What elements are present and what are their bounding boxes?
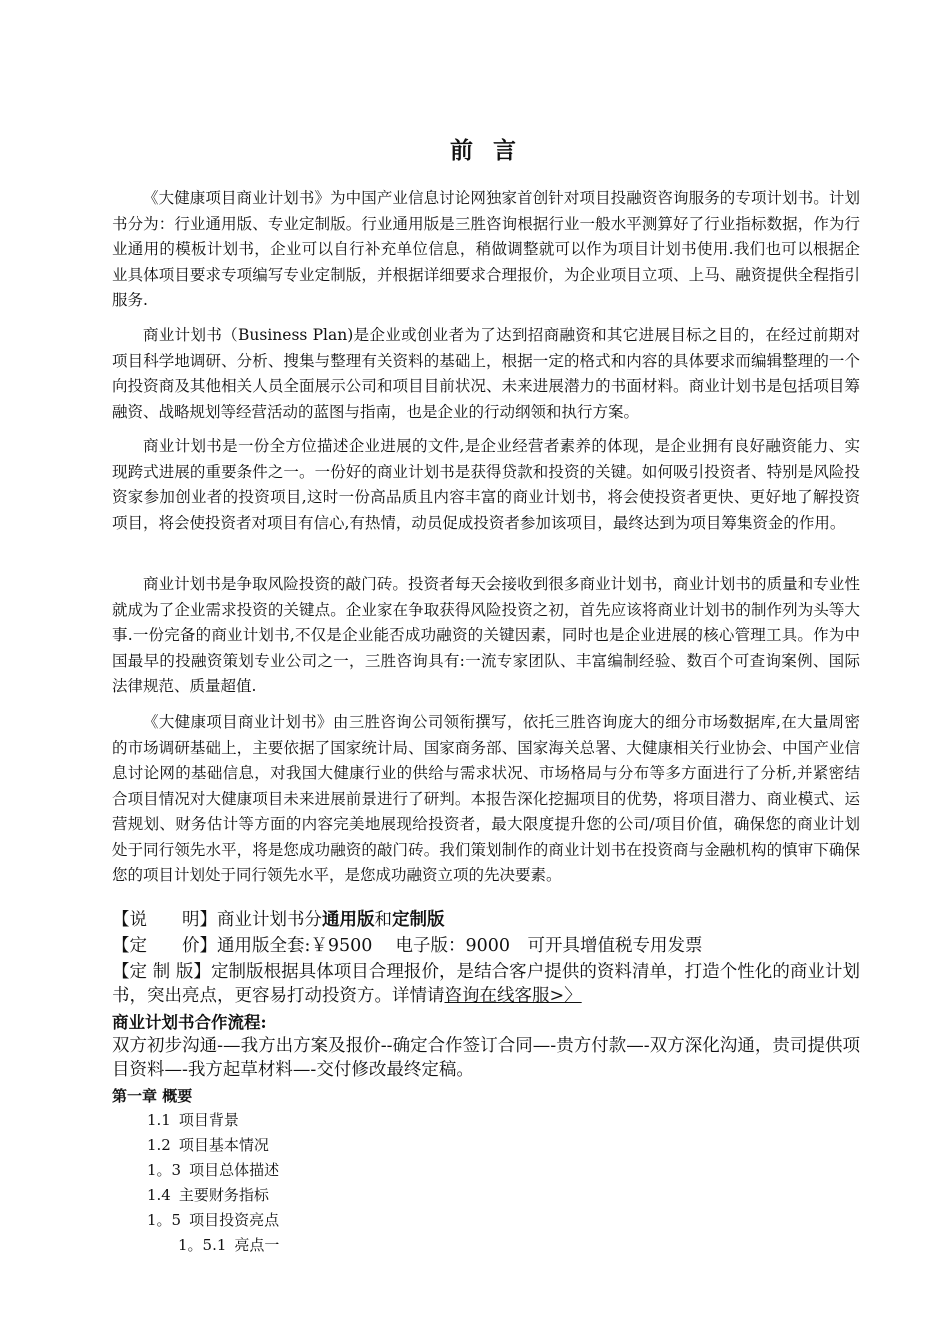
- process-title: 商业计划书合作流程:: [112, 1013, 267, 1032]
- custom-label: 【定 制 版】: [112, 962, 211, 982]
- toc-number: 1.2: [147, 1136, 171, 1154]
- paragraph-investment: 商业计划书是争取风险投资的敲门砖。投资者每天会接收到很多商业计划书，商业计划书的质量和专业性就成为了企业需求投资的关键点。企业家在争取获得风险投资之初，首先应该将商业计划书的制作列为头等大事.一份完备的商业计划书,不仅是企业能否成功融资的关键因素，同时也是企业进展的核心管理工具。作为中国最早的投融资策划专业公司之一，三胜咨询具有:一流专家团队、丰富编制经验、数百个可查询案例、国际法律规范、质量超值.: [112, 575, 860, 695]
- info-price: [112, 934, 860, 958]
- online-service-link[interactable]: 咨询在线客服>〉: [444, 986, 582, 1006]
- toc-label: 项目总体描述: [189, 1161, 280, 1179]
- paragraph-importance: 商业计划书是一份全方位描述企业进展的文件,是企业经营者素养的体现，是企业拥有良好融资能力、实现跨式进展的重要条件之一。一份好的商业计划书是获得贷款和投资的关键。如何吸引投资者、特别是风险投资家参加创业者的投资项目,这时一份高品质且内容丰富的商业计划书，将会使投资者更快、更好地了解投资项目，将会使投资者对项目有信心,有热情，动员促成投资者参加该项目，最终达到为项目筹集资金的作用。: [112, 437, 860, 532]
- info-custom: [112, 960, 860, 1008]
- toc-item[interactable]: [147, 1209, 287, 1231]
- toc-number: 1。5: [147, 1211, 182, 1229]
- desc-label: 【说 明】: [112, 910, 217, 930]
- toc-number: 1。5.1: [178, 1236, 227, 1254]
- toc-number: 1.1: [147, 1111, 171, 1129]
- custom-text: 定制版根据具体项目合理报价，是结合客户提供的资料清单，打造个性化的商业计划书，突出亮点，更容易打动投资方。详情请: [112, 962, 860, 1006]
- chapter-heading: 第一章 概要: [112, 1087, 193, 1105]
- page-title: 前 言: [449, 137, 522, 164]
- info-description: [112, 908, 860, 932]
- toc-item[interactable]: [147, 1109, 247, 1131]
- price-text: 通用版全套:￥9500 电子版：9000 可开具增值税专用发票: [217, 936, 703, 956]
- toc-subitem[interactable]: [178, 1234, 287, 1256]
- desc-text: 商业计划书分: [217, 910, 322, 930]
- toc-item[interactable]: [147, 1159, 287, 1181]
- toc-number: 1.4: [147, 1186, 171, 1204]
- toc-label: 项目基本情况: [178, 1136, 269, 1154]
- toc-label: 项目投资亮点: [189, 1211, 280, 1229]
- toc-item[interactable]: [147, 1134, 277, 1156]
- paragraph-report: 《大健康项目商业计划书》由三胜咨询公司领衔撰写，依托三胜咨询庞大的细分市场数据库,在大量周密的市场调研基础上，主要依据了国家统计局、国家商务部、国家海关总署、大健康相关行业协会、中国产业信息讨论网的基础信息，对我国大健康行业的供给与需求状况、市场格局与分布等多方面进行了分析,并紧密结合项目情况对大健康项目未来进展前景进行了研判。本报告深化挖掘项目的优势，将项目潜力、商业模式、运营规划、财务估计等方面的内容完美地展现给投资者，最大限度提升您的公司/项目价值，确保您的商业计划处于同行领先水平，将是您成功融资的敲门砖。我们策划制作的商业计划书在投资商与金融机构的慎审下确保您的项目计划处于同行领先水平，是您成功融资立项的先决要素。: [112, 713, 860, 884]
- toc-label: 亮点一: [234, 1236, 280, 1254]
- desc-custom-version: 定制版: [392, 910, 445, 930]
- toc-label: 主要财务指标: [178, 1186, 269, 1204]
- paragraph-intro: 《大健康项目商业计划书》为中国产业信息讨论网独家首创针对项目投融资咨询服务的专项计划书。计划书分为：行业通用版、专业定制版。行业通用版是三胜咨询根据行业一般水平测算好了行业指标数据，作为行业通用的模板计划书，企业可以自行补充单位信息，稍做调整就可以作为项目计划书使用.我们也可以根据企业具体项目要求专项编写专业定制版，并根据详细要求合理报价，为企业项目立项、上马、融资提供全程指引服务.: [112, 189, 860, 309]
- toc-label: 项目背景: [178, 1111, 239, 1129]
- desc-general-version: 通用版: [322, 910, 375, 930]
- paragraph-definition: 商业计划书（Business Plan)是企业或创业者为了达到招商融资和其它进展目标之目的，在经过前期对项目科学地调研、分析、搜集与整理有关资料的基础上，根据一定的格式和内容的具体要求而编辑整理的一个向投资商及其他相关人员全面展示公司和项目目前状况、未来进展潜力的书面材料。商业计划书是包括项目筹融资、战略规划等经营活动的蓝图与指南，也是企业的行动纲领和执行方案。: [112, 326, 860, 421]
- toc-item[interactable]: [147, 1184, 277, 1206]
- price-label: 【定 价】: [112, 936, 217, 956]
- desc-and: 和: [374, 910, 392, 930]
- process-text: 双方初步沟通-—我方出方案及报价--确定合作签订合同—-贵方付款—-双方深化沟通，贵司提供项目资料—-我方起草材料—-交付修改最终定稿。: [112, 1036, 860, 1080]
- toc-number: 1。3: [147, 1161, 182, 1179]
